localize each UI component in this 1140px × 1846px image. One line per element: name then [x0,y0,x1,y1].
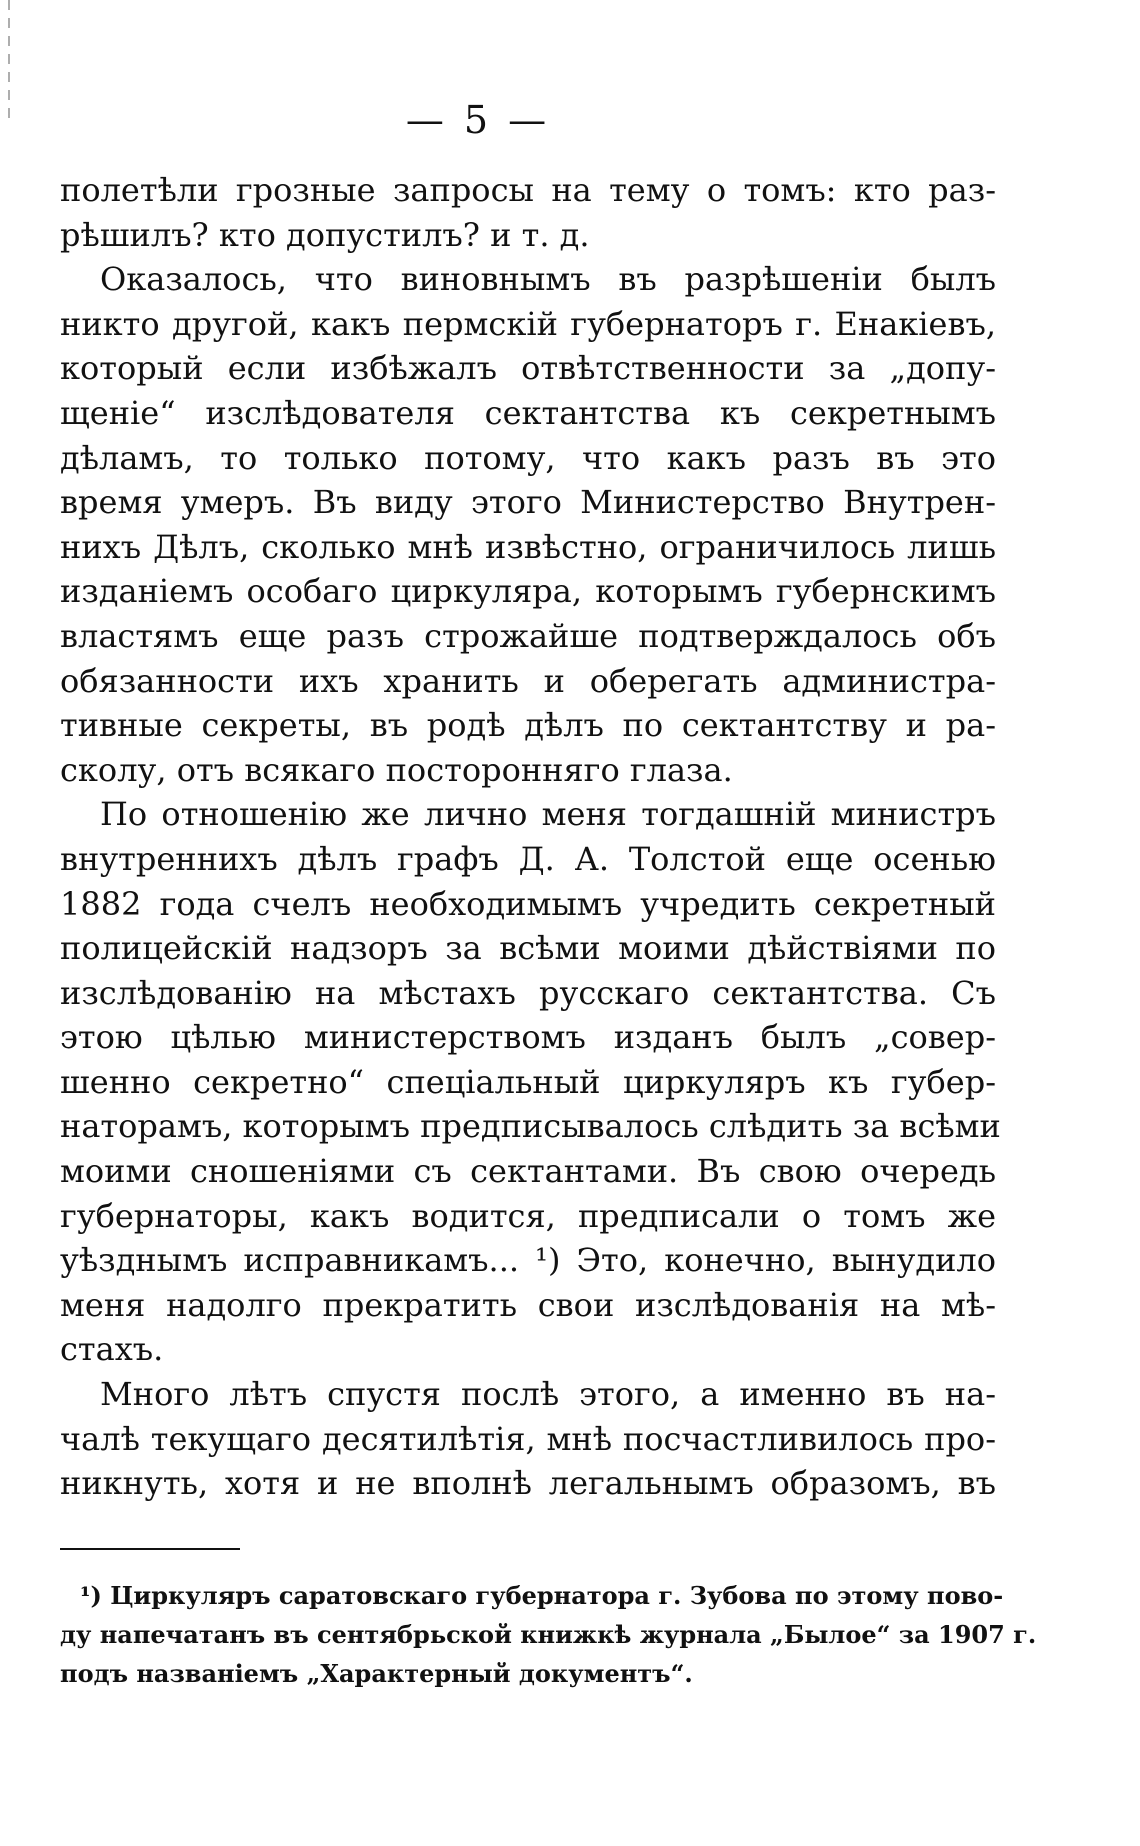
footnote-line: ¹) Циркуляръ саратовскаго губернатора г. Зубова по этому пово- [80,1581,1004,1610]
text-line: По отношенію же лично меня тогдашній министръ [100,795,996,834]
text-line: щеніе“ изслѣдователя сектантства къ секретнымъ [60,393,996,432]
paragraph [60,792,1001,1372]
footnote [60,1576,1037,1693]
text-line: нихъ Дѣлъ, сколько мнѣ извѣстно, ограничилось лишь [60,527,996,566]
text-line: внутреннихъ дѣлъ графъ Д. А. Толстой еще осенью [60,839,996,878]
page-number: — 5 — [405,98,551,142]
text-line: время умеръ. Въ виду этого Министерство Внутрен- [60,483,996,522]
text-line: рѣшилъ? кто допустилъ? и т. д. [60,215,590,254]
footnote-line: подъ названіемъ „Характерный документъ“. [60,1659,693,1688]
footnote-divider [60,1548,240,1550]
text-line: 1882 года счелъ необходимымъ учредить секретный [60,884,996,923]
text-line: Много лѣтъ спустя послѣ этого, а именно въ на- [100,1375,996,1414]
paragraph [60,1372,996,1506]
text-line: моими сношеніями съ сектантами. Въ свою очередь [60,1152,996,1191]
footnotes [60,1576,1037,1693]
text-line: дѣламъ, то только потому, что какъ разъ въ это [60,438,996,477]
text-line: никнуть, хотя и не вполнѣ легальнымъ образомъ, въ [60,1464,996,1503]
text-line: властямъ еще разъ строжайше подтверждалось объ [60,616,996,655]
text-line: никто другой, какъ пермскій губернаторъ г. Енакіевъ, [60,304,996,343]
paragraph [60,168,996,257]
text-line: который если избѣжалъ отвѣтственности за „допу- [60,349,996,388]
body-text [60,168,1001,1506]
text-line: шенно секретно“ спеціальный циркуляръ къ губер- [60,1062,996,1101]
text-line: полетѣли грозные запросы на тему о томъ: кто раз- [60,171,996,209]
text-line: обязанности ихъ хранить и оберегать администра- [60,661,996,700]
text-line: сколу, отъ всякаго посторонняго глаза. [60,750,733,789]
text-line: чалѣ текущаго десятилѣтія, мнѣ посчастливилось про- [60,1419,996,1458]
text-line: меня надолго прекратить свои изслѣдованія на мѣ- [60,1285,996,1324]
text-line: изслѣдованію на мѣстахъ русскаго сектантства. Съ [60,973,996,1012]
paragraph [60,257,996,792]
text-line: наторамъ, которымъ предписывалось слѣдить за всѣми [60,1107,1001,1146]
text-line: изданіемъ особаго циркуляра, которымъ губернскимъ [60,572,996,611]
text-line: Оказалось, что виновнымъ въ разрѣшеніи былъ [100,260,996,299]
footnote-line: ду напечатанъ въ сентябрьской книжкѣ журнала „Былое“ за 1907 г. [60,1620,1037,1649]
text-line: стахъ. [60,1330,164,1369]
text-line: полицейскій надзоръ за всѣми моими дѣйствіями по [60,929,996,968]
text-line: уѣзднымъ исправникамъ... ¹) Это, конечно, вынудило [60,1241,996,1280]
text-line: этою цѣлью министерствомъ изданъ былъ „совер- [60,1018,996,1057]
text-line: тивные секреты, въ родѣ дѣлъ по сектантству и ра- [60,706,996,745]
text-line: губернаторы, какъ водится, предписали о томъ же [60,1196,996,1235]
